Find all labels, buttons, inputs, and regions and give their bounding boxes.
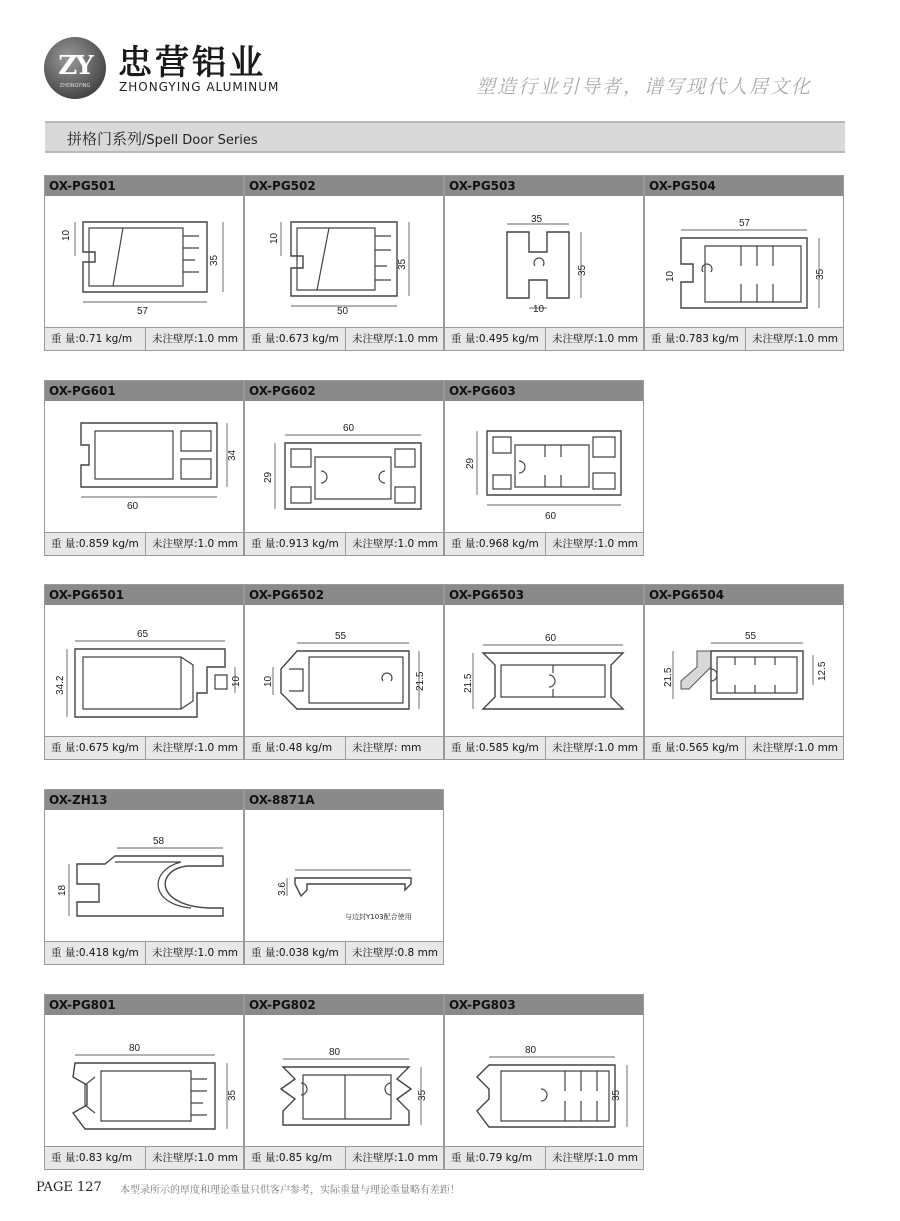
dim-label: 35 xyxy=(227,1089,238,1101)
spec-row xyxy=(245,1146,443,1169)
dim-label: 60 xyxy=(545,633,557,644)
profile-drawing xyxy=(445,1015,643,1147)
logo-mark: ZY xyxy=(58,51,92,81)
spec-row xyxy=(45,1146,243,1169)
product-code: OX-PG602 xyxy=(245,381,443,401)
product-card xyxy=(244,175,444,351)
dim-label: 57 xyxy=(137,306,149,317)
profile-drawing xyxy=(445,605,643,737)
wall-thickness: 未注壁厚:1.0 mm xyxy=(552,1152,639,1164)
weight: 重 量:0.85 kg/m xyxy=(251,1152,333,1164)
weight: 重 量:0.968 kg/m xyxy=(451,538,539,550)
product-card xyxy=(244,789,444,965)
dim-label: 50 xyxy=(337,306,349,317)
series-title-en: /Spell Door Series xyxy=(142,133,258,148)
spec-row xyxy=(645,736,843,759)
product-card xyxy=(44,789,244,965)
spec-row xyxy=(245,736,443,759)
weight: 重 量:0.675 kg/m xyxy=(51,742,139,754)
dim-label: 10 xyxy=(61,229,72,241)
dim-label: 65 xyxy=(137,629,149,640)
product-code: OX-PG603 xyxy=(445,381,643,401)
dim-label: 34 xyxy=(227,449,238,461)
dim-label: 21.5 xyxy=(663,667,674,687)
spec-row xyxy=(645,327,843,350)
wall-thickness: 未注壁厚:0.8 mm xyxy=(352,947,439,959)
wall-thickness: 未注壁厚:1.0 mm xyxy=(152,742,239,754)
dim-label: 35 xyxy=(397,258,408,270)
profile-drawing xyxy=(45,196,243,328)
dim-label: 80 xyxy=(329,1047,341,1058)
weight: 重 量:0.585 kg/m xyxy=(451,742,539,754)
dim-label: 58 xyxy=(153,836,165,847)
brand-name-cn: 忠营铝业 xyxy=(118,43,266,83)
series-title-cn: 拼格门系列 xyxy=(67,130,143,148)
product-code: OX-8871A xyxy=(245,790,443,810)
weight: 重 量:0.71 kg/m xyxy=(51,333,133,345)
product-card xyxy=(444,994,644,1170)
product-code: OX-PG801 xyxy=(45,995,243,1015)
weight: 重 量:0.48 kg/m xyxy=(251,742,333,754)
product-code: OX-PG501 xyxy=(45,176,243,196)
weight: 重 量:0.673 kg/m xyxy=(251,333,339,345)
profile-drawing xyxy=(245,810,443,942)
product-card xyxy=(44,584,244,760)
weight: 重 量:0.79 kg/m xyxy=(451,1152,533,1164)
product-card xyxy=(244,380,444,556)
usage-note: 与边封Y103配合使用 xyxy=(345,913,412,921)
spec-row xyxy=(445,736,643,759)
product-code: OX-PG504 xyxy=(645,176,843,196)
product-code: OX-PG6503 xyxy=(445,585,643,605)
dim-label: 29 xyxy=(465,457,476,469)
product-code: OX-PG6502 xyxy=(245,585,443,605)
company-logo xyxy=(44,37,106,99)
product-code: OX-PG503 xyxy=(445,176,643,196)
product-code: OX-PG601 xyxy=(45,381,243,401)
dim-label: 10 xyxy=(665,270,676,282)
wall-thickness: 未注壁厚:1.0 mm xyxy=(352,538,439,550)
wall-thickness: 未注壁厚:1.0 mm xyxy=(552,742,639,754)
spec-row xyxy=(445,327,643,350)
dim-label: 55 xyxy=(335,631,347,642)
product-code: OX-PG6504 xyxy=(645,585,843,605)
series-banner xyxy=(45,121,845,153)
wall-thickness: 未注壁厚:1.0 mm xyxy=(152,333,239,345)
dim-label: 60 xyxy=(545,511,557,522)
weight: 重 量:0.859 kg/m xyxy=(51,538,139,550)
profile-drawing xyxy=(245,605,443,737)
series-title xyxy=(67,128,258,149)
spec-row xyxy=(245,532,443,555)
product-card xyxy=(244,584,444,760)
spec-row xyxy=(245,327,443,350)
product-code: OX-PG803 xyxy=(445,995,643,1015)
wall-thickness: 未注壁厚:1.0 mm xyxy=(552,538,639,550)
wall-thickness: 未注壁厚:1.0 mm xyxy=(552,333,639,345)
dim-label: 35 xyxy=(611,1089,622,1101)
disclaimer: 本型录所示的厚度和理论重量只供客户参考，实际重量与理论重量略有差距！ xyxy=(120,1185,460,1196)
dim-label: 10 xyxy=(533,304,545,315)
dim-label: 29 xyxy=(263,471,274,483)
profile-drawing xyxy=(445,196,643,328)
spec-row xyxy=(45,327,243,350)
dim-label: 80 xyxy=(525,1045,537,1056)
dim-label: 57 xyxy=(739,218,751,229)
wall-thickness: 未注壁厚:1.0 mm xyxy=(152,538,239,550)
weight: 重 量:0.418 kg/m xyxy=(51,947,139,959)
product-code: OX-PG502 xyxy=(245,176,443,196)
dim-label: 12.5 xyxy=(817,661,828,681)
logo-subtext: ZHONGYING xyxy=(59,83,91,89)
spec-row xyxy=(445,1146,643,1169)
profile-drawing xyxy=(645,196,843,328)
dim-label: 34.2 xyxy=(55,675,66,695)
product-code: OX-PG802 xyxy=(245,995,443,1015)
product-card xyxy=(644,175,844,351)
product-card xyxy=(44,380,244,556)
dim-label: 21.5 xyxy=(415,671,426,691)
profile-drawing xyxy=(645,605,843,737)
profile-drawing xyxy=(245,1015,443,1147)
weight: 重 量:0.038 kg/m xyxy=(251,947,339,959)
product-card xyxy=(44,994,244,1170)
profile-drawing xyxy=(245,401,443,533)
dim-label: 21.5 xyxy=(463,673,474,693)
dim-label: 18 xyxy=(57,884,68,896)
dim-label: 80 xyxy=(129,1043,141,1054)
dim-label: 3.6 xyxy=(277,882,288,896)
dim-label: 35 xyxy=(209,254,220,266)
spec-row xyxy=(45,736,243,759)
product-code: OX-PG6501 xyxy=(45,585,243,605)
weight: 重 量:0.83 kg/m xyxy=(51,1152,133,1164)
spec-row xyxy=(45,532,243,555)
profile-drawing xyxy=(45,1015,243,1147)
dim-label: 35 xyxy=(577,264,588,276)
dim-label: 35 xyxy=(815,268,826,280)
spec-row xyxy=(445,532,643,555)
profile-drawing xyxy=(45,810,243,942)
product-card xyxy=(644,584,844,760)
spec-row xyxy=(45,941,243,964)
wall-thickness: 未注壁厚:1.0 mm xyxy=(752,333,839,345)
dim-label: 55 xyxy=(745,631,757,642)
wall-thickness: 未注壁厚:1.0 mm xyxy=(152,1152,239,1164)
dim-label: 60 xyxy=(343,423,355,434)
dim-label: 10 xyxy=(231,675,242,687)
product-card xyxy=(444,175,644,351)
weight: 重 量:0.783 kg/m xyxy=(651,333,739,345)
dim-label: 60 xyxy=(127,501,139,512)
weight: 重 量:0.565 kg/m xyxy=(651,742,739,754)
profile-drawing xyxy=(445,401,643,533)
dim-label: 35 xyxy=(417,1089,428,1101)
profile-drawing xyxy=(45,605,243,737)
product-card xyxy=(244,994,444,1170)
product-card xyxy=(444,584,644,760)
spec-row xyxy=(245,941,443,964)
brand-name-en: ZHONGYING ALUMINUM xyxy=(119,80,280,94)
wall-thickness: 未注壁厚:1.0 mm xyxy=(352,1152,439,1164)
slogan: 塑造行业引导者，谱写现代人居文化 xyxy=(475,76,812,98)
product-code: OX-ZH13 xyxy=(45,790,243,810)
dim-label: 35 xyxy=(531,214,543,225)
wall-thickness: 未注壁厚:1.0 mm xyxy=(752,742,839,754)
product-card xyxy=(444,380,644,556)
page-header xyxy=(0,0,900,110)
product-card xyxy=(44,175,244,351)
profile-drawing xyxy=(245,196,443,328)
dim-label: 10 xyxy=(269,232,280,244)
wall-thickness: 未注壁厚: mm xyxy=(352,742,422,754)
wall-thickness: 未注壁厚:1.0 mm xyxy=(152,947,239,959)
weight: 重 量:0.495 kg/m xyxy=(451,333,539,345)
profile-drawing xyxy=(45,401,243,533)
dim-label: 10 xyxy=(263,675,274,687)
page-number: PAGE 127 xyxy=(36,1180,102,1195)
wall-thickness: 未注壁厚:1.0 mm xyxy=(352,333,439,345)
weight: 重 量:0.913 kg/m xyxy=(251,538,339,550)
